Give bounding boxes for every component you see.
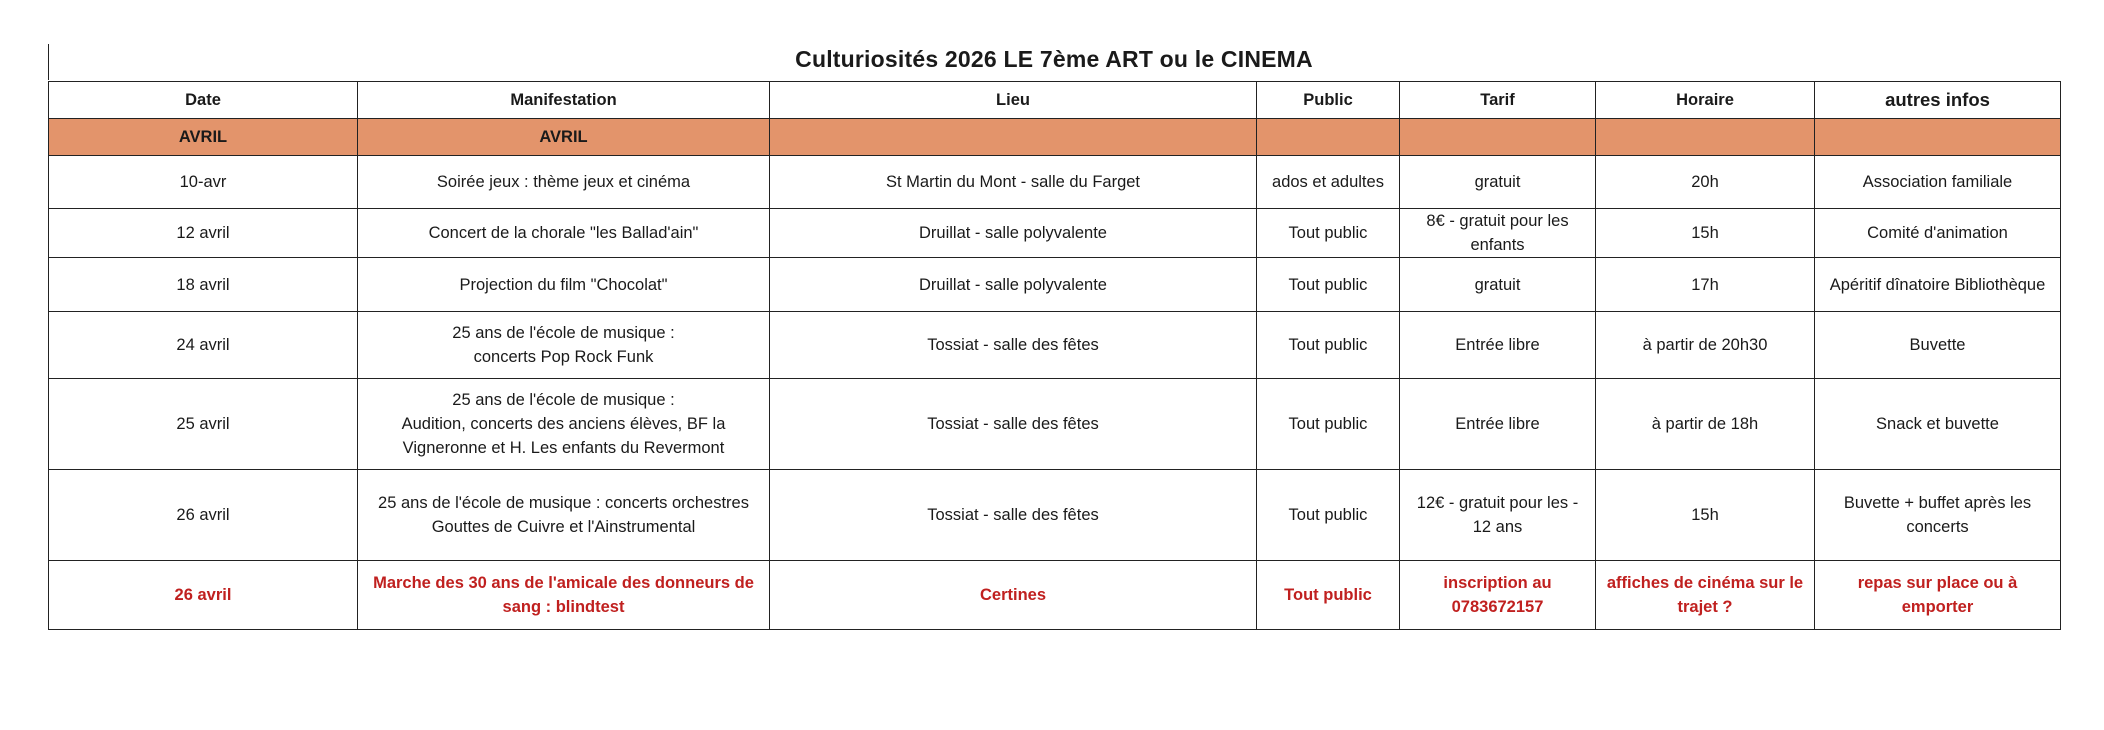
cell-lieu: Certines <box>770 561 1257 630</box>
cell-horaire-line: 15h <box>1691 224 1719 242</box>
cell-manifestation-line: 25 ans de l'école de musique : concerts orchestres <box>378 494 749 512</box>
cell-horaire <box>1596 561 1815 630</box>
cell-lieu: Druillat - salle polyvalente <box>770 209 1257 258</box>
cell-horaire <box>1596 209 1815 258</box>
cell-manifestation <box>358 258 770 312</box>
cell-autres-infos <box>1815 258 2061 312</box>
cell-tarif-line: Entrée libre <box>1455 336 1540 354</box>
header-public: Public <box>1257 82 1400 119</box>
cell-autres-infos <box>1815 312 2061 379</box>
cell-autres-infos-line: Snack et buvette <box>1876 415 1999 433</box>
month-empty-cell <box>770 119 1257 156</box>
cell-public: Tout public <box>1257 258 1400 312</box>
cell-tarif-line: Entrée libre <box>1455 415 1540 433</box>
month-date: AVRIL <box>49 119 358 156</box>
month-empty-cell <box>1257 119 1400 156</box>
cell-manifestation <box>358 561 770 630</box>
cell-horaire-line: 17h <box>1691 275 1719 294</box>
cell-horaire <box>1596 312 1815 379</box>
cell-horaire <box>1596 379 1815 470</box>
cell-tarif <box>1400 156 1596 209</box>
cell-tarif-line: inscription au <box>1443 574 1552 592</box>
cell-autres-infos <box>1815 379 2061 470</box>
month-empty-cell <box>1400 119 1596 156</box>
month-empty-cell <box>1596 119 1815 156</box>
cell-public: Tout public <box>1257 470 1400 561</box>
cell-tarif <box>1400 209 1596 258</box>
cell-tarif <box>1400 258 1596 312</box>
cell-manifestation-line: Gouttes de Cuivre et l'Ainstrumental <box>431 518 696 536</box>
cell-manifestation-line: Vigneronne et H. Les enfants du Revermont <box>402 439 725 457</box>
cell-autres-infos <box>1815 209 2061 258</box>
month-row <box>49 119 2061 156</box>
cell-date: 12 avril <box>49 209 358 258</box>
month-manifestation: AVRIL <box>358 119 770 156</box>
cell-manifestation <box>358 312 770 379</box>
cell-manifestation-line: Marche des 30 ans de l'amicale des donneurs de <box>373 574 754 592</box>
header-date: Date <box>49 82 358 119</box>
cell-horaire-line: 15h <box>1691 506 1719 524</box>
header-horaire: Horaire <box>1596 82 1815 119</box>
cell-date: 25 avril <box>49 379 358 470</box>
cell-autres-infos-line: repas sur place ou à emporter <box>1857 574 2018 616</box>
cell-date: 26 avril <box>49 561 358 630</box>
cell-date: 10-avr <box>49 156 358 209</box>
cell-public: ados et adultes <box>1257 156 1400 209</box>
cell-manifestation-line: Audition, concerts des anciens élèves, BF la <box>401 415 726 433</box>
events-table <box>48 81 2061 630</box>
cell-tarif-line: 12 ans <box>1472 518 1523 536</box>
cell-manifestation <box>358 209 770 258</box>
cell-horaire-line: à partir de 18h <box>1651 415 1759 433</box>
table-row <box>49 258 2061 312</box>
cell-autres-infos-line: Comité d'animation <box>1867 224 2008 242</box>
cell-autres-infos-line: Association familiale <box>1862 173 2013 191</box>
cell-date: 26 avril <box>49 470 358 561</box>
cell-autres-infos-line: Buvette <box>1909 336 1966 354</box>
cell-manifestation-line: sang : blindtest <box>502 598 625 616</box>
cell-horaire-line: trajet ? <box>1677 598 1733 616</box>
cell-autres-infos <box>1815 470 2061 561</box>
cell-lieu: Tossiat - salle des fêtes <box>770 379 1257 470</box>
cell-horaire <box>1596 470 1815 561</box>
cell-tarif-line: 8€ - gratuit pour les <box>1426 212 1569 230</box>
cell-horaire-line: 20h <box>1691 173 1719 191</box>
cell-lieu: Druillat - salle polyvalente <box>770 258 1257 312</box>
table-row <box>49 379 2061 470</box>
cell-autres-infos-line: concerts <box>1906 518 1969 536</box>
cell-horaire <box>1596 156 1815 209</box>
cell-tarif-line: 0783672157 <box>1451 598 1544 616</box>
cell-date: 24 avril <box>49 312 358 379</box>
cell-tarif-line: enfants <box>1470 236 1525 254</box>
cell-public: Tout public <box>1257 379 1400 470</box>
header-manifestation: Manifestation <box>358 82 770 119</box>
cell-manifestation <box>358 379 770 470</box>
cell-tarif <box>1400 561 1596 630</box>
cell-manifestation-line: Projection du film "Chocolat" <box>459 275 668 294</box>
cell-manifestation-line: 25 ans de l'école de musique : <box>452 391 675 409</box>
cell-manifestation-line: concerts Pop Rock Funk <box>473 348 654 366</box>
cell-tarif-line: 12€ - gratuit pour les - <box>1416 494 1579 512</box>
header-row <box>49 82 2061 119</box>
cell-autres-infos <box>1815 156 2061 209</box>
table-row <box>49 209 2061 258</box>
cell-autres-infos <box>1815 561 2061 630</box>
cell-manifestation-line: Soirée jeux : thème jeux et cinéma <box>436 173 691 191</box>
header-tarif: Tarif <box>1400 82 1596 119</box>
table-row <box>49 312 2061 379</box>
cell-lieu: Tossiat - salle des fêtes <box>770 470 1257 561</box>
cell-manifestation-line: 25 ans de l'école de musique : <box>452 324 675 342</box>
page-title: Culturiosités 2026 LE 7ème ART ou le CINEMA <box>795 46 1313 72</box>
cell-public: Tout public <box>1257 561 1400 630</box>
cell-lieu: Tossiat - salle des fêtes <box>770 312 1257 379</box>
cell-autres-infos-line: Buvette + buffet après les <box>1843 494 2032 512</box>
cell-public: Tout public <box>1257 312 1400 379</box>
cell-tarif <box>1400 379 1596 470</box>
cell-horaire-line: à partir de 20h30 <box>1642 336 1768 354</box>
cell-tarif-line: gratuit <box>1474 173 1521 191</box>
cell-horaire <box>1596 258 1815 312</box>
table-row <box>49 470 2061 561</box>
table-row <box>49 561 2061 630</box>
cell-autres-infos-line: Apéritif dînatoire Bibliothèque <box>1829 275 2046 294</box>
cell-manifestation-line: Concert de la chorale "les Ballad'ain" <box>428 224 699 242</box>
header-lieu: Lieu <box>770 82 1257 119</box>
month-empty-cell <box>1815 119 2061 156</box>
cell-manifestation <box>358 470 770 561</box>
cell-tarif-line: gratuit <box>1474 275 1521 294</box>
cell-manifestation <box>358 156 770 209</box>
header-autres-infos: autres infos <box>1815 82 2061 119</box>
cell-tarif <box>1400 470 1596 561</box>
cell-lieu: St Martin du Mont - salle du Farget <box>770 156 1257 209</box>
cell-public: Tout public <box>1257 209 1400 258</box>
table-row <box>49 156 2061 209</box>
cell-horaire-line: affiches de cinéma sur le <box>1606 574 1804 592</box>
cell-date: 18 avril <box>49 258 358 312</box>
cell-tarif <box>1400 312 1596 379</box>
